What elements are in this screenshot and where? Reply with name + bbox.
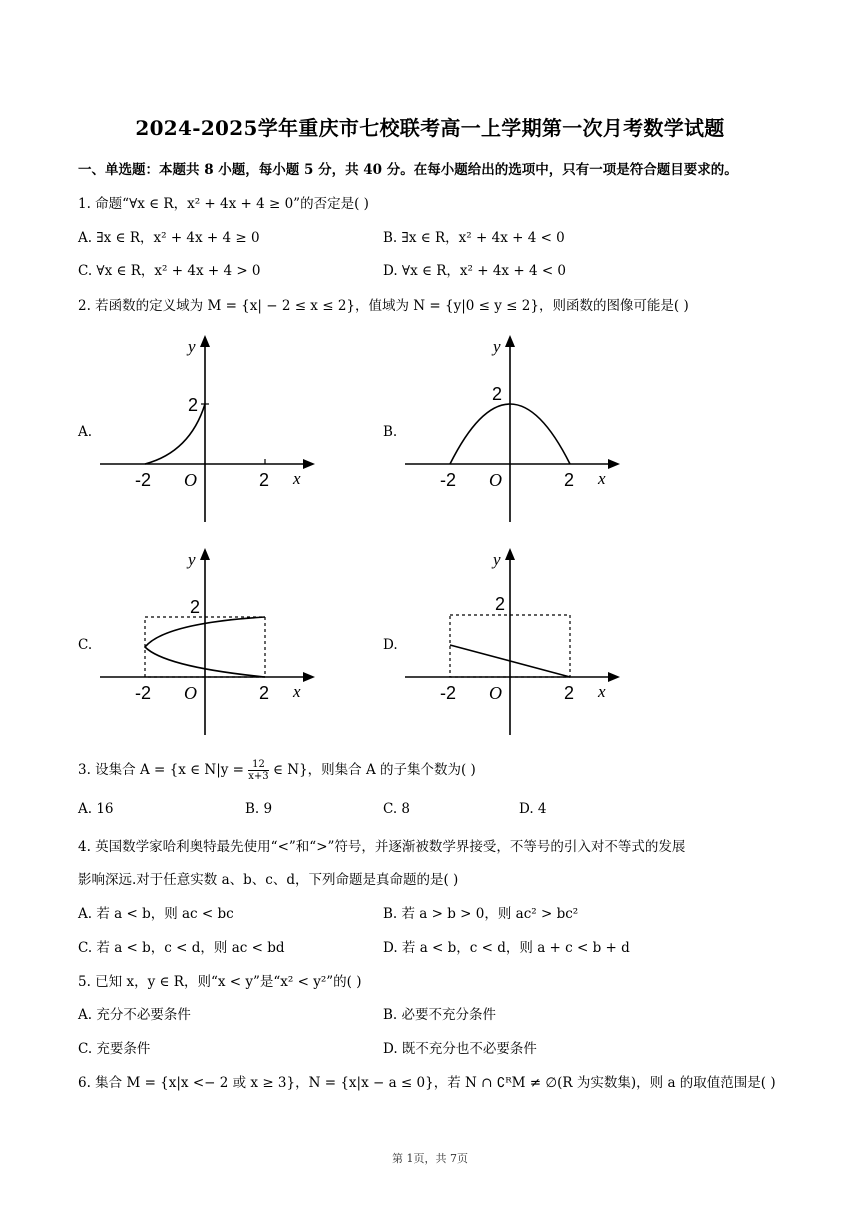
tick-pos-label: 2 <box>259 470 270 490</box>
q2-graph-c <box>95 545 320 740</box>
axis-y-label: y <box>188 337 196 356</box>
q2-option-d-label: D. <box>383 637 398 653</box>
q2-stem: 2. 若函数的定义域为 M = {x| − 2 ≤ x ≤ 2}，值域为 N = {y|0 ≤ y ≤ 2}，则函数的图像可能是( ) <box>78 298 689 314</box>
q4-option-a: A. 若 a < b，则 ac < bc <box>78 906 234 922</box>
q1-option-a: A. ∃x ∈ R，x² + 4x + 4 ≥ 0 <box>78 230 260 246</box>
q3-frac-num: 12 <box>248 759 268 771</box>
axis-x-label: x <box>598 682 606 701</box>
page-footer: 第 1页，共 7页 <box>392 1152 468 1165</box>
q2-option-b-label: B. <box>383 424 398 440</box>
origin-label: O <box>184 470 197 490</box>
tick-neg-label: -2 <box>440 683 457 703</box>
q3-option-a: A. 16 <box>78 801 114 817</box>
q3-stem-pre: 3. 设集合 A = {x ∈ N|y = <box>78 762 244 778</box>
q4-option-b: B. 若 a > b > 0，则 ac² > bc² <box>383 906 579 922</box>
axis-x-label: x <box>598 469 606 488</box>
q2-option-c-label: C. <box>78 637 93 653</box>
origin-label: O <box>489 470 502 490</box>
q5-option-b: B. 必要不充分条件 <box>383 1007 497 1023</box>
q3-option-b: B. 9 <box>245 801 273 817</box>
tick-neg-label: -2 <box>440 470 457 490</box>
section-heading: 一、单选题：本题共 8 小题，每小题 5 分，共 40 分。在每小题给出的选项中，只有一项是符合题目要求的。 <box>78 162 738 178</box>
q1-option-b: B. ∃x ∈ R，x² + 4x + 4 < 0 <box>383 230 565 246</box>
q3-option-c: C. 8 <box>383 801 411 817</box>
q2-option-a-label: A. <box>78 424 93 440</box>
axis-y-label: y <box>493 337 501 356</box>
origin-label: O <box>184 683 197 703</box>
q4-stem-line2: 影响深远.对于任意实数 a、b、c、d，下列命题是真命题的是( ) <box>78 872 459 888</box>
tick-neg-label: -2 <box>135 683 152 703</box>
tick-neg-label: -2 <box>135 470 152 490</box>
tick-y-label: 2 <box>495 594 506 614</box>
q1-stem: 1. 命题“∀x ∈ R，x² + 4x + 4 ≥ 0”的否定是( ) <box>78 196 369 212</box>
q2-graph-b <box>400 332 625 527</box>
axis-x-label: x <box>293 469 301 488</box>
q2-graph-d <box>400 545 625 740</box>
q6-stem: 6. 集合 M = {x|x <− 2 或 x ≥ 3}，N = {x|x − a ≤ 0}，若 N ∩ ∁ᴿM ≠ ∅(R 为实数集)，则 a 的取值范围是( ) <box>78 1075 776 1091</box>
axis-y-label: y <box>493 550 501 569</box>
tick-pos-label: 2 <box>564 470 575 490</box>
q5-option-d: D. 既不充分也不必要条件 <box>383 1041 537 1057</box>
axis-x-label: x <box>293 682 301 701</box>
q2-graph-a <box>95 332 320 527</box>
page-title: 2024-2025学年重庆市七校联考高一上学期第一次月考数学试题 <box>135 116 725 140</box>
q1-option-d: D. ∀x ∈ R，x² + 4x + 4 < 0 <box>383 263 567 279</box>
q4-option-c: C. 若 a < b，c < d，则 ac < bd <box>78 940 285 956</box>
q4-stem-line1: 4. 英国数学家哈利奥特最先使用“<”和“>”符号，并逐渐被数学界接受，不等号的引入对不等式的发展 <box>78 839 686 855</box>
q5-stem: 5. 已知 x，y ∈ R，则“x < y”是“x² < y²”的( ) <box>78 974 362 990</box>
q3-stem <box>78 758 476 782</box>
tick-y-label: 2 <box>188 395 199 415</box>
q3-frac-den: x+3 <box>248 771 269 782</box>
q5-option-c: C. 充要条件 <box>78 1041 151 1057</box>
origin-label: O <box>489 683 502 703</box>
q4-option-d: D. 若 a < b，c < d，则 a + c < b + d <box>383 940 630 956</box>
tick-y-label: 2 <box>492 384 503 404</box>
tick-pos-label: 2 <box>564 683 575 703</box>
tick-pos-label: 2 <box>259 683 270 703</box>
q3-stem-post: ∈ N}，则集合 A 的子集个数为( ) <box>272 762 476 778</box>
axis-y-label: y <box>188 550 196 569</box>
q5-option-a: A. 充分不必要条件 <box>78 1007 191 1023</box>
q1-option-c: C. ∀x ∈ R，x² + 4x + 4 > 0 <box>78 263 261 279</box>
q3-fraction <box>248 759 268 782</box>
q3-option-d: D. 4 <box>519 801 547 817</box>
tick-y-label: 2 <box>190 597 201 617</box>
